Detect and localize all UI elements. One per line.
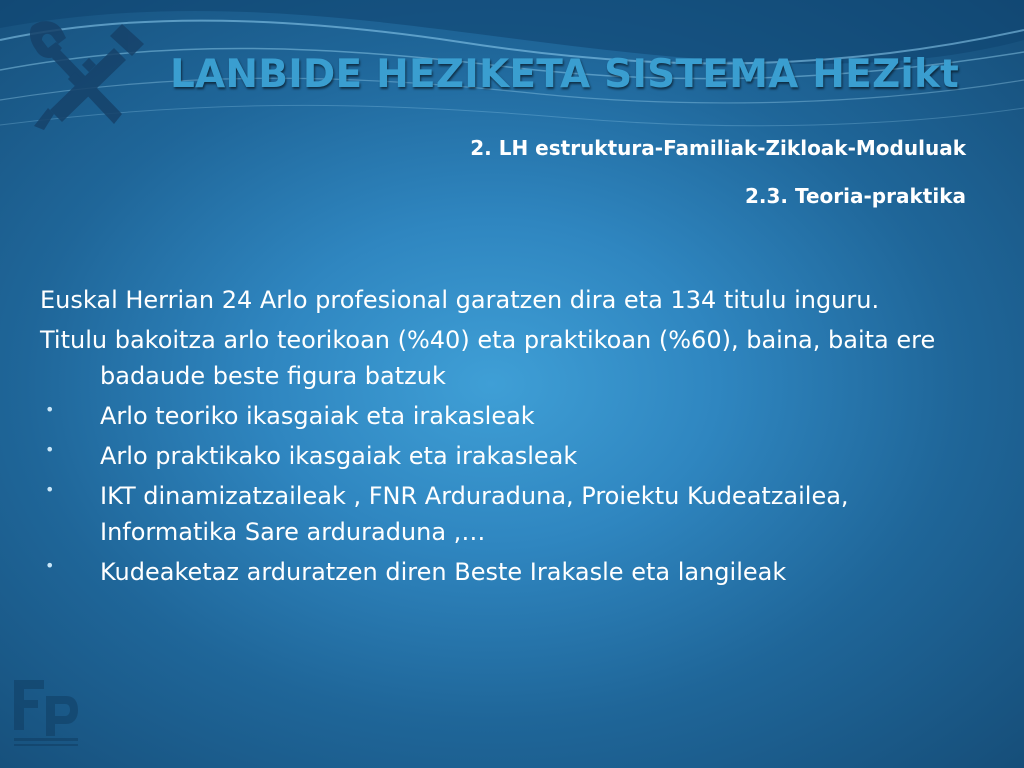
paragraph-areas: Euskal Herrian 24 Arlo profesional garatzen dira eta 134 titulu inguru. (40, 286, 880, 314)
bullet-icon: • (45, 556, 55, 575)
bullet-icon: • (45, 440, 55, 459)
list-item (40, 478, 990, 550)
list-item (40, 438, 990, 474)
list-item (40, 398, 990, 434)
subsection-subtitle: 2.3. Teoria-praktika (745, 184, 966, 208)
bullet-list (40, 398, 990, 590)
bullet-icon: • (45, 480, 55, 499)
section-subtitle: 2. LH estruktura-Familiak-Zikloak-Moduluak (470, 136, 966, 160)
fp-logo-icon (10, 674, 82, 750)
list-item-text: Arlo praktikako ikasgaiak eta irakasleak (100, 442, 578, 470)
list-item-text: Arlo teoriko ikasgaiak eta irakasleak (100, 402, 535, 430)
tools-logo-icon (22, 18, 150, 136)
list-item (40, 554, 990, 590)
slide-title: LANBIDE HEZIKETA SISTEMA HEZikt (170, 52, 959, 97)
list-item-text: IKT dinamizatzaileak , FNR Arduraduna, Proiektu Kudeatzailea, Informatika Sare arduraduna ,… (100, 482, 849, 546)
bullet-icon: • (45, 400, 55, 419)
paragraph-titles: Titulu bakoitza arlo teorikoan (%40) eta praktikoan (%60), baina, baita ere badaude beste figura batzuk (40, 326, 936, 390)
slide-body (40, 282, 990, 594)
list-item-text: Kudeaketaz arduratzen diren Beste Irakasle eta langileak (100, 558, 787, 586)
